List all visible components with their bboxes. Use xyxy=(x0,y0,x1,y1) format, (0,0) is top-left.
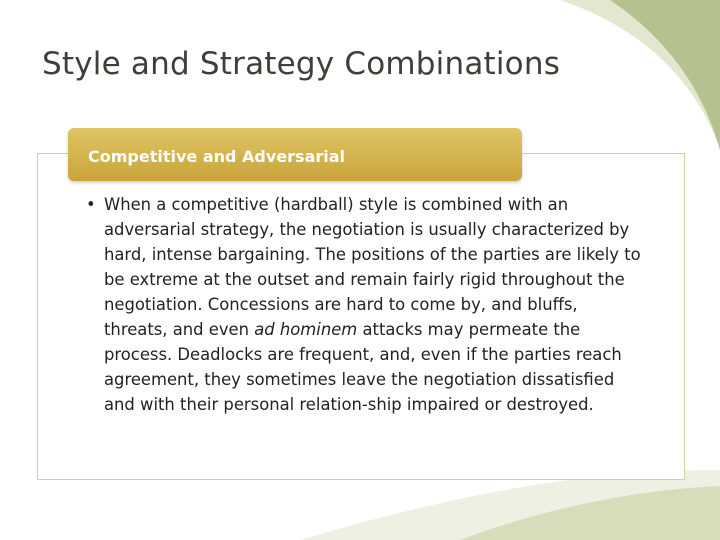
bullet-item xyxy=(86,192,646,417)
paragraph-text-2: attacks may permeate the process. Deadlocks are frequent, and, even if the parties reach agreement, they sometimes leave the negotiation dissatisfied and with their personal relation-ship impaired or destroyed. xyxy=(104,320,622,414)
bullet-marker: • xyxy=(86,195,96,214)
section-header-label: Competitive and Adversarial xyxy=(88,147,346,166)
paragraph-text-1: When a competitive (hardball) style is combined with an adversarial strategy, the negotiation is usually characterized by hard, intense bargaining. The positions of the parties are likely to be extreme at the outset and remain fairly rigid throughout the negotiation. Concessions are hard to come by, and bluffs, threats, and even xyxy=(104,195,641,339)
slide-title: Style and Strategy Combinations xyxy=(42,46,561,82)
paragraph-italic: ad hominem xyxy=(254,320,358,339)
section-header-tab xyxy=(68,128,522,181)
bullet-list xyxy=(86,192,646,417)
